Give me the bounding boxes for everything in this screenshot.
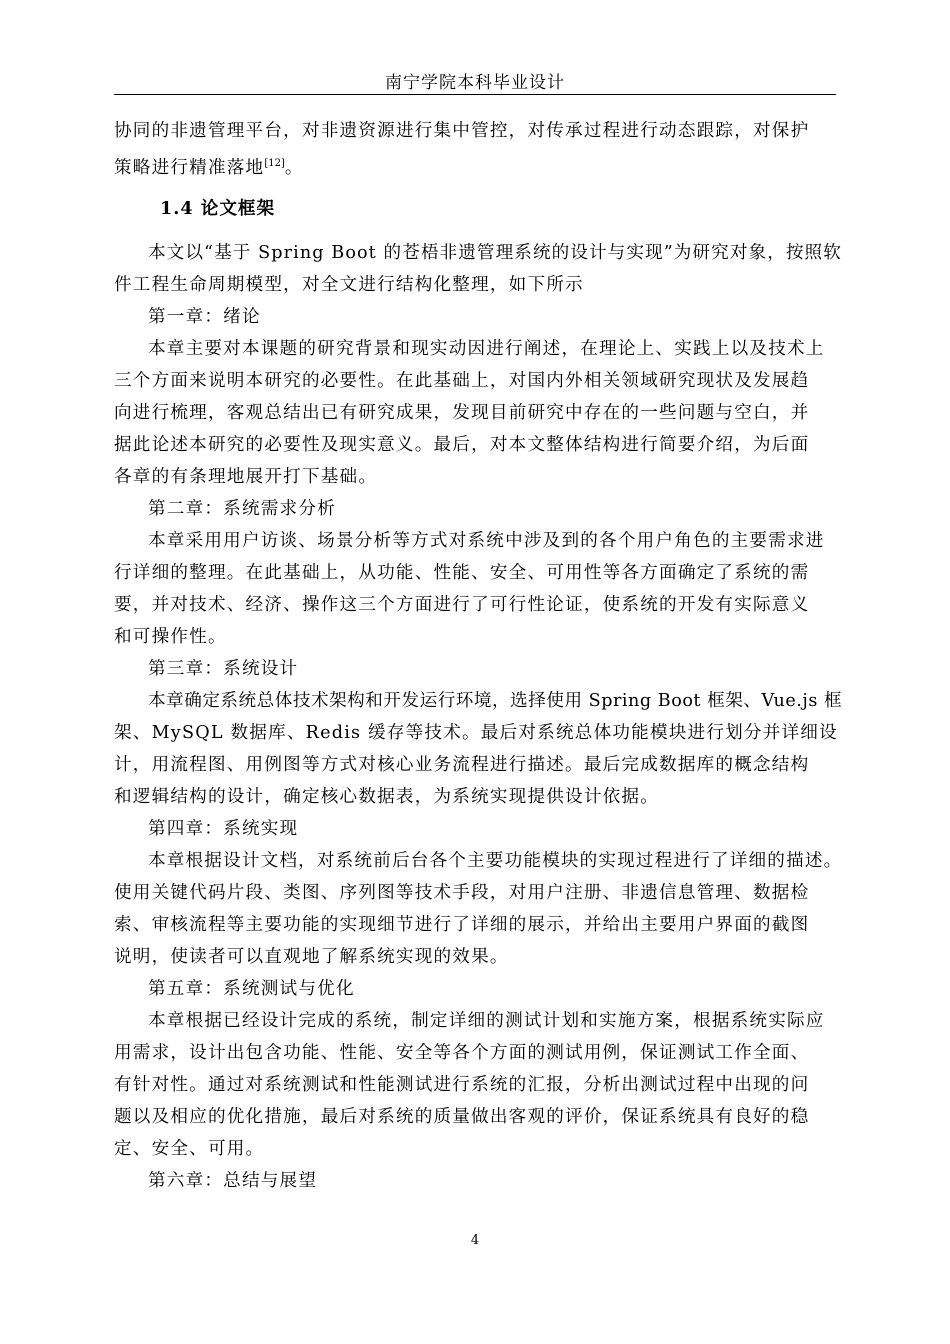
page-header [114,60,836,95]
paragraph-line: 架、MySQL 数据库、Redis 缓存等技术。最后对系统总体功能模块进行划分并详细设 [114,723,838,743]
chapter-heading: 第五章：系统测试与优化 [148,979,355,999]
paragraph-line: 本章确定系统总体技术架构和开发运行环境，选择使用 Spring Boot 框架、Vue.js 框 [148,691,843,711]
body-text: 策略进行精准落地 [114,158,265,178]
paragraph-line: 有针对性。通过对系统测试和性能测试进行系统的汇报，分析出测试过程中出现的问 [114,1075,810,1095]
body-text: 。 [284,158,304,178]
chapter-heading: 第一章：绪论 [148,307,261,327]
paragraph-line: 本章采用用户访谈、场景分析等方式对系统中涉及到的各个用户角色的主要需求进 [148,531,825,551]
paragraph-line: 本章根据设计文档，对系统前后台各个主要功能模块的实现过程进行了详细的描述。 [148,851,843,871]
paragraph-line: 本章主要对本课题的研究背景和现实动因进行阐述，在理论上、实践上以及技术上 [148,339,825,359]
paragraph-line: 向进行梳理，客观总结出已有研究成果，发现目前研究中存在的一些问题与空白，并 [114,403,810,423]
paragraph-line: 和逻辑结构的设计，确定核心数据表，为系统实现提供设计依据。 [114,787,660,807]
chapter-heading: 第二章：系统需求分析 [148,499,336,519]
paragraph-line: 件工程生命周期模型，对全文进行结构化整理，如下所示 [114,275,584,295]
body-line: 协同的非遗管理平台，对非遗资源进行集中管控，对传承过程进行动态跟踪，对保护 [114,121,810,141]
paragraph-line: 使用关键代码片段、类图、序列图等技术手段，对用户注册、非遗信息管理、数据检 [114,883,810,903]
paragraph-line: 本文以“基于 Spring Boot 的苍梧非遗管理系统的设计与实现”为研究对象，按照软 [148,243,842,263]
section-heading: 1.4 论文框架 [160,198,276,219]
chapter-heading: 第六章：总结与展望 [148,1171,318,1191]
paragraph-line: 计，用流程图、用例图等方式对核心业务流程进行描述。最后完成数据库的概念结构 [114,755,810,775]
paragraph-line: 要，并对技术、经济、操作这三个方面进行了可行性论证，使系统的开发有实际意义 [114,595,810,615]
header-title: 南宁学院本科毕业设计 [385,73,565,93]
page-number: 4 [470,1233,480,1248]
paragraph-line: 索、审核流程等主要功能的实现细节进行了详细的展示，并给出主要用户界面的截图 [114,915,810,935]
paragraph-line: 定、安全、可用。 [114,1139,265,1159]
paragraph-line: 和可操作性。 [114,627,227,647]
chapter-heading: 第三章：系统设计 [148,659,299,679]
chapter-heading: 第四章：系统实现 [148,819,299,839]
citation: [12] [264,158,285,169]
paragraph-line: 本章根据已经设计完成的系统，制定详细的测试计划和实施方案，根据系统实际应 [148,1011,825,1031]
paragraph-line: 三个方面来说明本研究的必要性。在此基础上，对国内外相关领域研究现状及发展趋 [114,371,810,391]
paragraph-line: 行详细的整理。在此基础上，从功能、性能、安全、可用性等各方面确定了系统的需 [114,563,810,583]
paragraph-line: 说明，使读者可以直观地了解系统实现的效果。 [114,947,509,967]
paragraph-line: 据此论述本研究的必要性及现实意义。最后，对本文整体结构进行简要介绍，为后面 [114,435,810,455]
paragraph-line: 各章的有条理地展开打下基础。 [114,467,378,487]
body-line [114,152,304,180]
paragraph-line: 用需求，设计出包含功能、性能、安全等各个方面的测试用例，保证测试工作全面、 [114,1043,810,1063]
paragraph-line: 题以及相应的优化措施，最后对系统的质量做出客观的评价，保证系统具有良好的稳 [114,1107,810,1127]
